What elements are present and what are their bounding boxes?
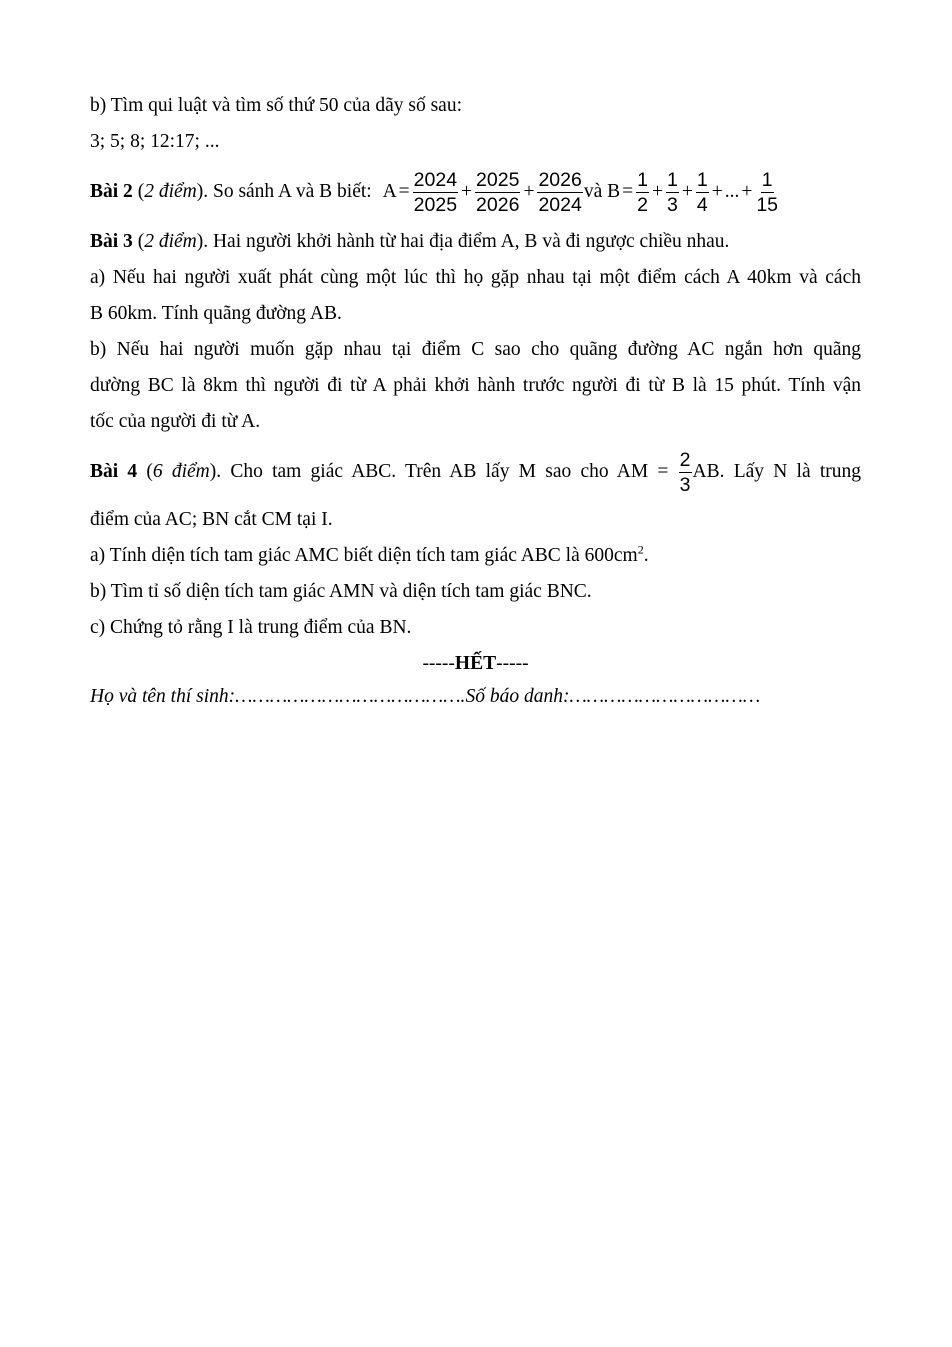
plus-sign: +	[523, 181, 535, 202]
fraction-b4	[755, 168, 779, 217]
candidate-name-label: Họ và tên thí sinh:	[90, 686, 236, 707]
fraction-b2	[666, 168, 679, 217]
fraction-two-thirds	[679, 448, 692, 497]
bai2-line: Bài 2 (2 điểm). So sánh A và B biết: A = $\frac{2024}{2025}$ + $\frac{2025}{2026}$ + $\frac{2026}{2024}$ và B = $\frac{1}{2}$ + $\frac{1}{3}$ + $\frac{1}{4}$ + ... + $\frac{1}{15}$	[90, 169, 779, 217]
numerator: 1	[637, 169, 648, 192]
bai3-a-line1: a) Nếu hai người xuất phát cùng một lúc thì họ gặp nhau tại một điểm cách A 40km và cách	[90, 267, 861, 288]
bai4-b: b) Tìm tỉ số diện tích tam giác AMN và diện tích tam giác BNC.	[90, 581, 592, 602]
end-marker	[90, 646, 861, 682]
bai3-intro: Bài 3 (2 điểm). Hai người khởi hành từ hai địa điểm A, B và đi ngược chiều nhau.	[90, 231, 730, 252]
bai3-points: 2 điểm	[144, 231, 197, 252]
bai2-text: . So sánh A và B biết:	[203, 181, 372, 202]
bai1b-sequence: 3; 5; 8; 12:17; ...	[90, 131, 220, 152]
end-word: HẾT	[454, 653, 497, 674]
dashes: -----	[422, 653, 455, 674]
denominator: 2	[637, 194, 648, 217]
fraction-a1	[413, 168, 458, 217]
bai3-label: Bài 3	[90, 231, 133, 252]
numerator: 2026	[538, 169, 582, 192]
fraction-a2	[475, 168, 520, 217]
bai4-points: 6 điểm	[152, 461, 210, 482]
plus-sign: +	[711, 181, 723, 202]
bai4-text2: AB. Lấy N là trung	[692, 461, 861, 482]
bai4-text: . Cho tam giác ABC. Trên AB lấy M sao cho AM =	[216, 461, 669, 482]
bai2-label: Bài 2	[90, 181, 133, 202]
plus-sign: +	[461, 181, 473, 202]
fraction-b1	[636, 168, 649, 217]
superscript: 2	[637, 542, 644, 557]
bai3-b-line1: b) Nếu hai người muốn gặp nhau tại điểm C sao cho quãng đường AC ngắn hơn quãng	[90, 339, 861, 360]
bai4-a	[90, 538, 861, 574]
plus-sign: +	[741, 181, 753, 202]
dashes: -----	[496, 653, 529, 674]
numerator: 2025	[476, 169, 520, 192]
bai4-line2: điểm của AC; BN cắt CM tại I.	[90, 509, 333, 530]
bai3-a-line2: B 60km. Tính quãng đường AB.	[90, 303, 342, 324]
period: .	[643, 545, 649, 566]
denominator: 15	[756, 194, 779, 217]
plus-sign: +	[681, 181, 693, 202]
bai3-text: . Hai người khởi hành từ hai địa điểm A, B và đi ngược chiều nhau.	[203, 231, 730, 252]
bai4-label: Bài 4	[90, 461, 138, 482]
candidate-name-blank: ………………………………….	[235, 686, 466, 707]
bai3-b-line2: dường BC là 8km thì người đi từ A phải khởi hành trước người đi từ B là 15 phút. Tính vận	[90, 375, 861, 396]
denominator: 2026	[476, 194, 520, 217]
numerator: 1	[666, 169, 678, 192]
bai4-intro: Bài 4 (6 điểm). Cho tam giác ABC. Trên AB lấy M sao cho AM = $\frac{2}{3}$ AB. Lấy N là trung	[90, 449, 861, 497]
denominator: 3	[666, 194, 678, 217]
ellipsis: ...	[724, 181, 740, 202]
denominator: 2025	[413, 194, 458, 217]
numerator: 1	[696, 169, 708, 192]
and-word: và	[583, 181, 603, 202]
fraction-a3	[537, 168, 582, 217]
denominator: 2024	[538, 194, 582, 217]
fraction-b3	[696, 168, 709, 217]
bai4-a-text: a) Tính diện tích tam giác AMC biết diện tích tam giác ABC là 600cm	[90, 545, 638, 566]
var-b: B	[607, 181, 621, 202]
numerator: 1	[761, 169, 773, 192]
eq-sign: =	[622, 181, 634, 202]
exam-content	[90, 88, 861, 712]
eq-sign: =	[398, 181, 410, 202]
var-a: A	[382, 181, 397, 202]
bai3-b-line3: tốc của người đi từ A.	[90, 411, 261, 432]
numerator: 2	[679, 449, 691, 472]
plus-sign: +	[651, 181, 663, 202]
numerator: 2024	[413, 169, 458, 192]
bai4-c: c) Chứng tỏ rằng I là trung điểm của BN.	[90, 617, 412, 638]
denominator: 3	[679, 474, 691, 497]
bai2-points: 2 điểm	[144, 181, 197, 202]
candidate-id-label: Số báo danh:	[465, 686, 570, 707]
denominator: 4	[696, 194, 708, 217]
bai1b-question: b) Tìm qui luật và tìm số thứ 50 của dãy số sau:	[90, 95, 462, 116]
candidate-id-blank: ……………………………	[569, 686, 761, 707]
footer-line	[90, 682, 861, 712]
